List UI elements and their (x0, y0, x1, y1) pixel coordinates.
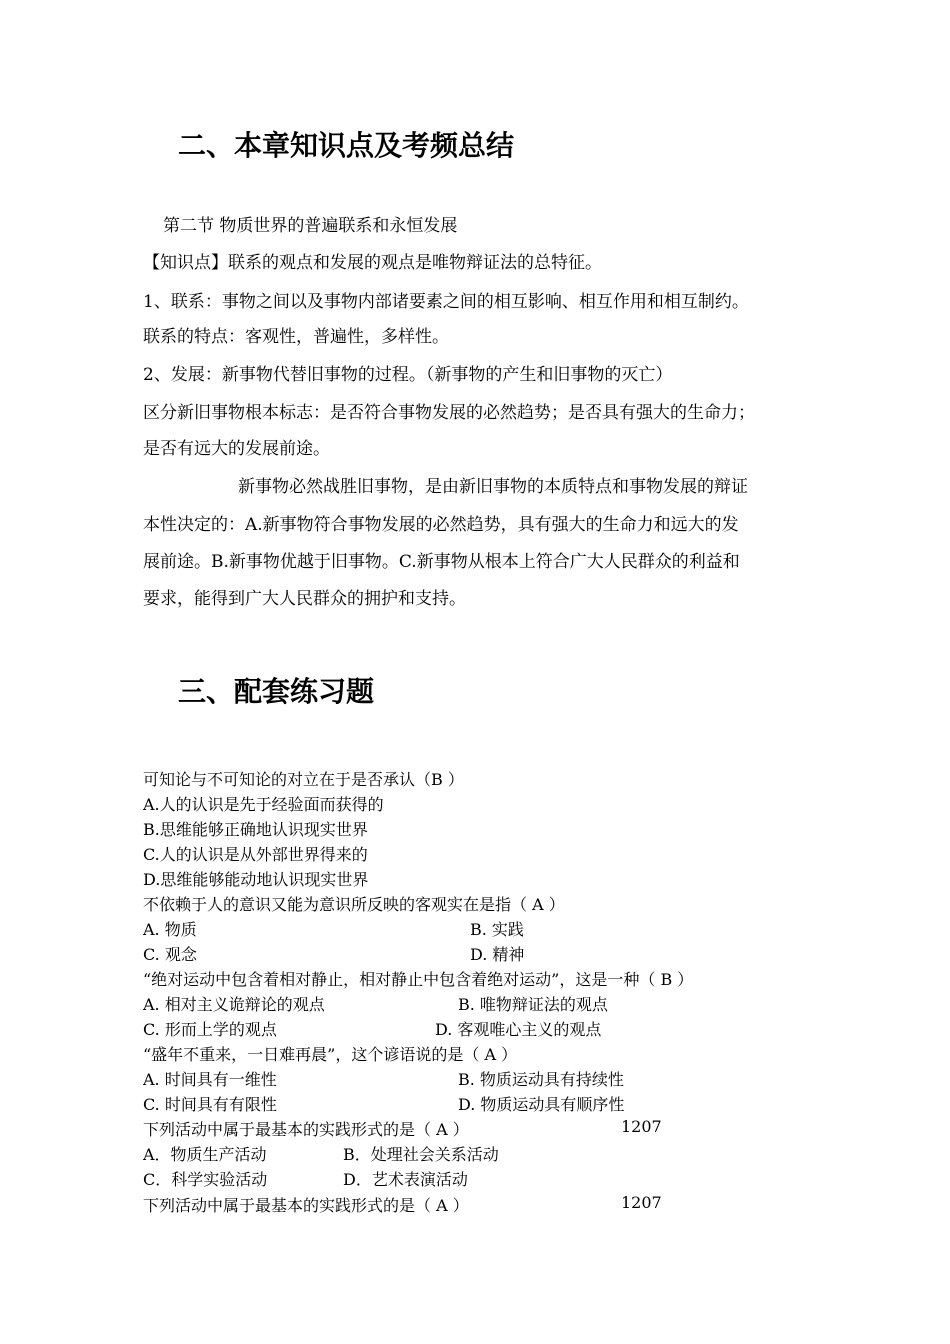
question-stem: “盛年不重来，一日难再晨”，这个谚语说的是（ A ） (143, 1045, 518, 1064)
option-a: A. 物质 (143, 920, 197, 939)
question-stem: 下列活动中属于最基本的实践形式的是（ A ） (143, 1120, 469, 1139)
knowledge-line: 2、发展：新事物代替旧事物的过程。（新事物的产生和旧事物的灭亡） (143, 365, 673, 385)
option-c: C. 时间具有有限性 (143, 1095, 277, 1114)
knowledge-line: 展前途。B.新事物优越于旧事物。C.新事物从根本上符合广大人民群众的利益和 (143, 552, 740, 572)
question-code: 1207 (621, 1193, 662, 1212)
option-b: B.思维能够正确地认识现实世界 (143, 820, 368, 839)
option-c: C. 观念 (143, 945, 197, 964)
option-a: A.人的认识是先于经验面而获得的 (143, 795, 384, 814)
option-c: C．科学实验活动 (143, 1170, 268, 1189)
knowledge-line: 1、联系：事物之间以及事物内部诸要素之间的相互影响、相互作用和相互制约。 (143, 292, 749, 312)
knowledge-line: 联系的特点：客观性，普遍性，多样性。 (143, 327, 449, 347)
option-a: A．物质生产活动 (143, 1145, 267, 1164)
option-b: B．处理社会关系活动 (343, 1145, 499, 1164)
question-stem: 不依赖于人的意识又能为意识所反映的客观实在是指（ A ） (143, 895, 565, 914)
section-heading-knowledge-summary: 二、本章知识点及考频总结 (178, 129, 515, 162)
knowledge-line: 新事物必然战胜旧事物，是由新旧事物的本质特点和事物发展的辩证 (238, 477, 748, 497)
option-b: B. 实践 (470, 920, 524, 939)
question-stem: 可知论与不可知论的对立在于是否承认（B ） (143, 770, 464, 789)
knowledge-line: 【知识点】联系的观点和发展的观点是唯物辩证法的总特征。 (143, 253, 602, 273)
option-a: A. 相对主义诡辩论的观点 (143, 995, 325, 1014)
option-b: B. 唯物辩证法的观点 (458, 995, 608, 1014)
question-stem: 下列活动中属于最基本的实践形式的是（ A ） (143, 1196, 469, 1215)
option-d: D．艺术表演活动 (343, 1170, 468, 1189)
option-a: A. 时间具有一维性 (143, 1070, 277, 1089)
option-c: C.人的认识是从外部世界得来的 (143, 845, 368, 864)
option-d: D. 精神 (470, 945, 525, 964)
knowledge-line: 区分新旧事物根本标志：是否符合事物发展的必然趋势；是否具有强大的生命力； (143, 403, 755, 423)
option-d: D. 物质运动具有顺序性 (458, 1095, 625, 1114)
option-b: B. 物质运动具有持续性 (458, 1070, 624, 1089)
section-heading-practice-questions: 三、配套练习题 (178, 675, 375, 708)
question-code: 1207 (621, 1117, 662, 1136)
knowledge-line: 是否有远大的发展前途。 (143, 439, 330, 459)
knowledge-line: 本性决定的：A.新事物符合事物发展的必然趋势，具有强大的生命力和远大的发 (143, 515, 739, 535)
option-c: C. 形而上学的观点 (143, 1020, 277, 1039)
option-d: D. 客观唯心主义的观点 (435, 1020, 602, 1039)
subsection-title: 第二节 物质世界的普遍联系和永恒发展 (163, 216, 458, 236)
question-stem: “绝对运动中包含着相对静止，相对静止中包含着绝对运动”，这是一种（ B ） (143, 970, 694, 989)
knowledge-line: 要求，能得到广大人民群众的拥护和支持。 (143, 589, 466, 609)
option-d: D.思维能够能动地认识现实世界 (143, 870, 369, 889)
